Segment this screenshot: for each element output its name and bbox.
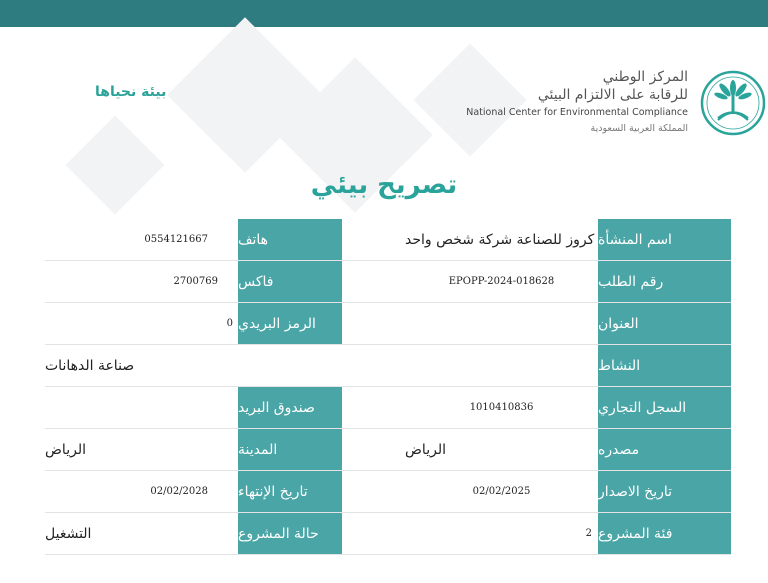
field-value-commercial-register: 1010410836 — [469, 402, 534, 413]
field-value-po-box — [45, 387, 238, 428]
background-diamond — [413, 43, 526, 156]
table-row — [45, 303, 731, 345]
table-row — [45, 429, 731, 471]
field-value-activity: صناعة الدهانات — [45, 357, 135, 374]
org-name-en: National Center for Environmental Compliance — [466, 107, 688, 118]
field-label-address: العنوان — [598, 303, 731, 344]
field-label-expiry-date: تاريخ الإنتهاء — [238, 471, 342, 512]
field-value-request-number: EPOPP-2024-018628 — [448, 276, 555, 287]
field-value-project-category: 2 — [585, 528, 592, 539]
field-label-fax: فاكس — [238, 261, 342, 302]
field-label-po-box: صندوق البريد — [238, 387, 342, 428]
field-label-postal-code: الرمز البريدي — [238, 303, 342, 344]
field-label-facility-name: اسم المنشأة — [598, 219, 731, 260]
table-row — [45, 345, 731, 387]
country-name: المملكة العربية السعودية — [590, 123, 688, 134]
org-name-ar-line1: المركز الوطني — [602, 69, 688, 85]
field-value-address — [405, 303, 598, 344]
field-label-activity: النشاط — [598, 345, 731, 386]
field-value-facility-name: كروز للصناعة شركة شخص واحد — [405, 231, 595, 248]
table-row — [45, 219, 731, 261]
saudi-palm-swords-emblem-icon — [700, 66, 766, 140]
field-value-phone: 0554121667 — [144, 234, 208, 245]
slogan: بيئة نحياها — [95, 84, 167, 100]
field-value-issue-date: 02/02/2025 — [472, 486, 531, 497]
table-row — [45, 387, 731, 429]
field-value-expiry-date: 02/02/2028 — [150, 486, 208, 497]
table-row — [45, 471, 731, 513]
field-value-postal-code: 0 — [226, 318, 233, 329]
field-label-project-category: فئة المشروع — [598, 513, 731, 554]
field-label-commercial-register: السجل التجاري — [598, 387, 731, 428]
field-value-fax: 2700769 — [173, 276, 218, 287]
field-label-phone: هاتف — [238, 219, 342, 260]
top-accent-bar — [0, 0, 768, 27]
field-label-issue-place: مصدره — [598, 429, 731, 470]
field-value-issue-place: الرياض — [405, 441, 446, 458]
field-value-project-status: التشغيل — [45, 525, 92, 542]
table-row — [45, 261, 731, 303]
document-title: تصريح بيئي — [310, 170, 458, 200]
table-row — [45, 513, 731, 555]
field-value-city: الرياض — [45, 441, 86, 458]
field-label-issue-date: تاريخ الاصدار — [598, 471, 731, 512]
org-name-ar-line2: للرقابة على الالتزام البيئي — [537, 87, 688, 103]
field-label-city: المدينة — [238, 429, 342, 470]
field-label-request-number: رقم الطلب — [598, 261, 731, 302]
field-label-project-status: حالة المشروع — [238, 513, 342, 554]
